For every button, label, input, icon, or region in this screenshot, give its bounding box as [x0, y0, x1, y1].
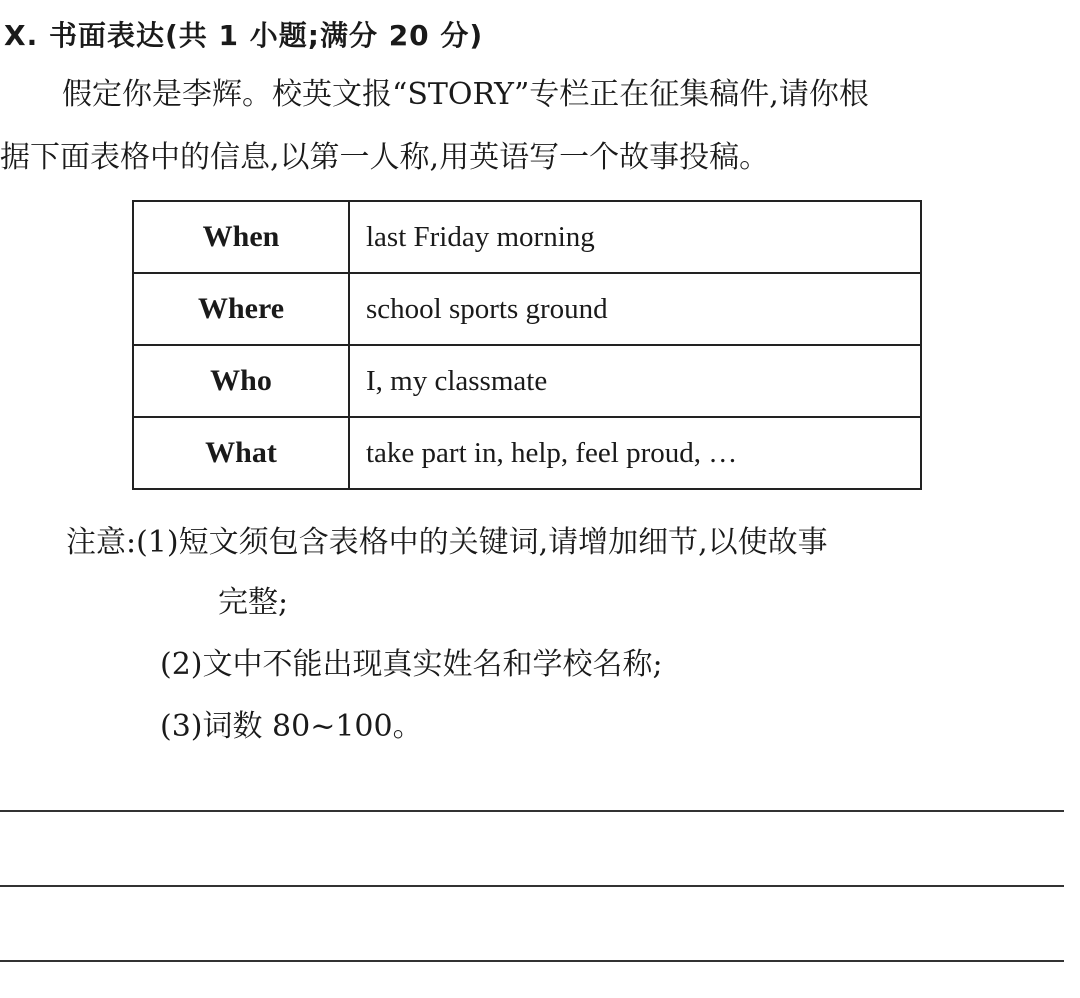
note-1-continued: 完整;	[218, 585, 289, 620]
note-1: 注意:(1)短文须包含表格中的关键词,请增加细节,以使故事	[66, 525, 828, 560]
intro-line-2: 据下面表格中的信息,以第一人称,用英语写一个故事投稿。	[0, 140, 770, 175]
table-row-where	[133, 273, 921, 345]
table-value-where: school sports ground	[349, 273, 921, 345]
answer-line-3[interactable]	[0, 960, 1064, 962]
table-value-when: last Friday morning	[349, 201, 921, 273]
table-row-when	[133, 201, 921, 273]
table-key-who: Who	[133, 345, 349, 417]
info-table	[132, 200, 922, 490]
section-title: X. 书面表达(共 1 小题;满分 20 分)	[4, 19, 484, 52]
answer-line-1[interactable]	[0, 810, 1064, 812]
table-key-when: When	[133, 201, 349, 273]
answer-line-2[interactable]	[0, 885, 1064, 887]
intro-line-1: 假定你是李辉。校英文报“STORY”专栏正在征集稿件,请你根	[62, 77, 869, 112]
table-value-what: take part in, help, feel proud, …	[349, 417, 921, 489]
table-row-what	[133, 417, 921, 489]
table-key-where: Where	[133, 273, 349, 345]
table-key-what: What	[133, 417, 349, 489]
note-3: (3)词数 80~100。	[160, 709, 423, 744]
note-2: (2)文中不能出现真实姓名和学校名称;	[160, 647, 663, 682]
table-value-who: I, my classmate	[349, 345, 921, 417]
table-row-who	[133, 345, 921, 417]
